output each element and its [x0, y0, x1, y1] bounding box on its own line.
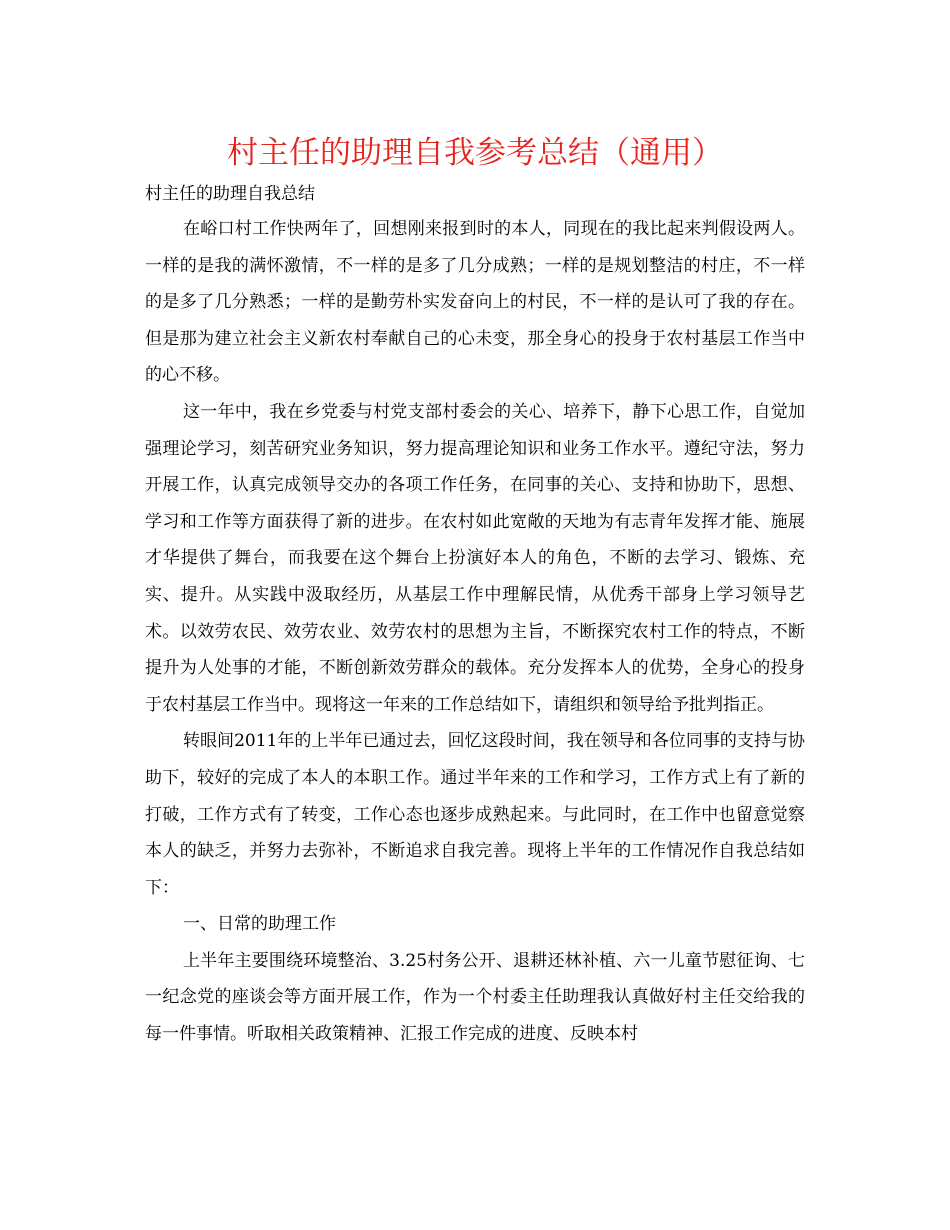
document-body — [145, 211, 805, 1053]
paragraph-daily-work: 上半年主要围绕环境整治、3.25村务公开、退耕还林补植、六一儿童节慰征询、七一纪念党的座谈会等方面开展工作，作为一个村委主任助理我认真做好村主任交给我的每一件事情。听取相关政策精神、汇报工作完成的进度、反映本村 — [145, 950, 805, 1045]
document-subtitle: 村主任的助理自我总结 — [145, 184, 315, 204]
section-heading-daily-work: 一、日常的助理工作 — [183, 914, 336, 935]
paragraph-half-year: 转眼间2011年的上半年已通过去，回忆这段时间，我在领导和各位同事的支持与协助下，较好的完成了本人的本职工作。通过半年来的工作和学习，工作方式上有了新的打破，工作方式有了转变，工作心态也逐步成熟起来。与此同时，在工作中也留意觉察本人的缺乏，并努力去弥补，不断追求自我完善。现将上半年的工作情况作自我总结如下： — [145, 731, 805, 898]
paragraph-intro: 在峪口村工作快两年了，回想刚来报到时的本人，同现在的我比起来判假设两人。一样的是我的满怀激情，不一样的是多了几分成熟；一样的是规划整洁的村庄，不一样的是多了几分熟悉；一样的是勤劳朴实发奋向上的村民，不一样的是认可了我的存在。但是那为建立社会主义新农村奉献自己的心未变，那全身心的投身于农村基层工作当中的心不移。 — [145, 219, 805, 386]
paragraph-year-review: 这一年中，我在乡党委与村党支部村委会的关心、培养下，静下心思工作，自觉加强理论学习，刻苦研究业务知识，努力提高理论知识和业务工作水平。遵纪守法，努力开展工作，认真完成领导交办的各项工作任务，在同事的关心、支持和协助下，思想、学习和工作等方面获得了新的进步。在农村如此宽敞的天地为有志青年发挥才能、施展才华提供了舞台，而我要在这个舞台上扮演好本人的角色，不断的去学习、锻炼、充实、提升。从实践中汲取经历，从基层工作中理解民情，从优秀干部身上学习领导艺术。以效劳农民、效劳农业、效劳农村的思想为主旨，不断探究农村工作的特点，不断提升为人处事的才能，不断创新效劳群众的载体。充分发挥本人的优势，全身心的投身于农村基层工作当中。现将这一年来的工作总结如下，请组织和领导给予批判指正。 — [145, 401, 805, 715]
document-title: 村主任的助理自我参考总结（通用） — [227, 135, 723, 171]
